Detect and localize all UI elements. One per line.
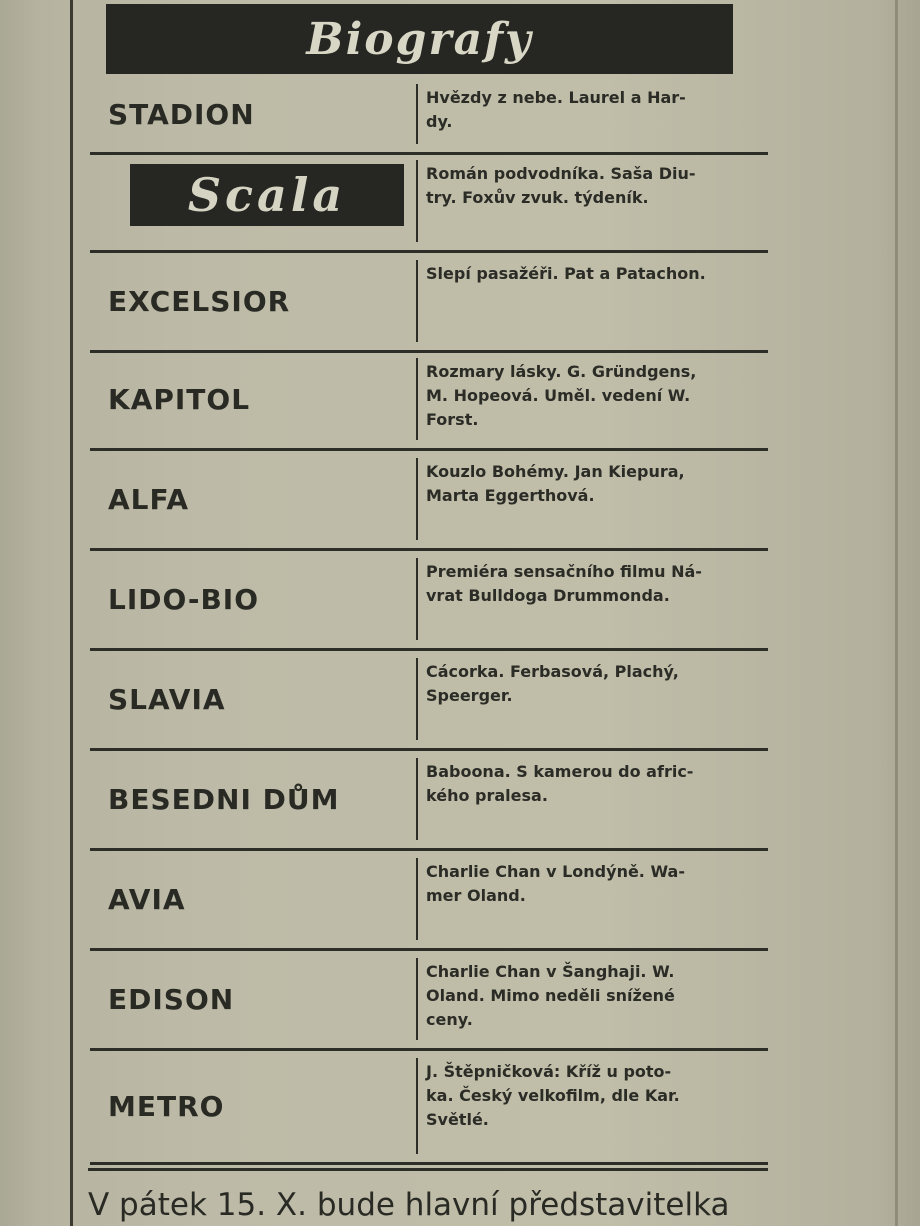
cinema-name: ALFA	[108, 482, 190, 516]
film-description: Kouzlo Bohémy. Jan Kiepura, Marta Eggerthová.	[426, 462, 685, 505]
cinema-row	[90, 1050, 768, 1165]
cinema-row	[90, 650, 768, 751]
film-description: Cácorka. Ferbasová, Plachý, Speerger.	[426, 662, 679, 705]
row-divider	[416, 1058, 418, 1154]
row-divider	[416, 260, 418, 342]
section-banner	[106, 4, 733, 74]
film-description: Charlie Chan v Londýně. Wa- mer Oland.	[426, 862, 685, 905]
row-divider	[416, 758, 418, 840]
row-divider	[416, 458, 418, 540]
film-description: Slepí pasažéři. Pat a Patachon.	[426, 264, 706, 283]
film-description: Baboona. S kamerou do afric- kého pralesa.	[426, 762, 694, 805]
bottom-rule	[88, 1168, 768, 1171]
cinema-row	[90, 950, 768, 1051]
cinema-row	[90, 750, 768, 851]
row-divider	[416, 358, 418, 440]
page-edge	[895, 0, 898, 1226]
cinema-row	[90, 550, 768, 651]
cinema-row	[90, 152, 768, 253]
footer-text: V pátek 15. X. bude hlavní představitelka	[88, 1187, 730, 1223]
film-description: Román podvodníka. Saša Diu- try. Foxův zvuk. týdeník.	[426, 164, 696, 207]
film-description: Hvězdy z nebe. Laurel a Har- dy.	[426, 88, 686, 131]
scala-logo	[130, 164, 404, 226]
cinema-row	[90, 76, 768, 155]
cinema-name: KAPITOL	[108, 382, 251, 416]
row-divider	[416, 558, 418, 640]
row-divider	[416, 658, 418, 740]
film-description: Charlie Chan v Šanghaji. W. Oland. Mimo neděli snížené ceny.	[426, 962, 675, 1029]
cinema-row	[90, 252, 768, 353]
section-title: Biografy	[306, 13, 533, 65]
row-divider	[416, 858, 418, 940]
cinema-name: LIDO-BIO	[108, 582, 260, 616]
row-divider	[416, 160, 418, 242]
cinema-row	[90, 350, 768, 451]
film-description: J. Štěpničková: Kříž u poto- ka. Český velkofilm, dle Kar. Světlé.	[426, 1062, 680, 1129]
row-divider	[416, 84, 418, 144]
cinema-name: SLAVIA	[108, 682, 226, 716]
film-description: Rozmary lásky. G. Gründgens, M. Hopeová. Uměl. vedení W. Forst.	[426, 362, 697, 429]
row-divider	[416, 958, 418, 1040]
cinema-row	[90, 850, 768, 951]
cinema-name: Scala	[187, 168, 347, 222]
cinema-name: STADION	[108, 97, 255, 131]
cinema-name: METRO	[108, 1089, 225, 1123]
cinema-row	[90, 450, 768, 551]
cinema-name: EXCELSIOR	[108, 284, 291, 318]
cinema-name: BESEDNI DŮM	[108, 782, 340, 816]
cinema-name: EDISON	[108, 982, 235, 1016]
film-description: Premiéra sensačního filmu Ná- vrat Bulldoga Drummonda.	[426, 562, 702, 605]
column-frame-line	[70, 0, 73, 1226]
cinema-name: AVIA	[108, 882, 186, 916]
